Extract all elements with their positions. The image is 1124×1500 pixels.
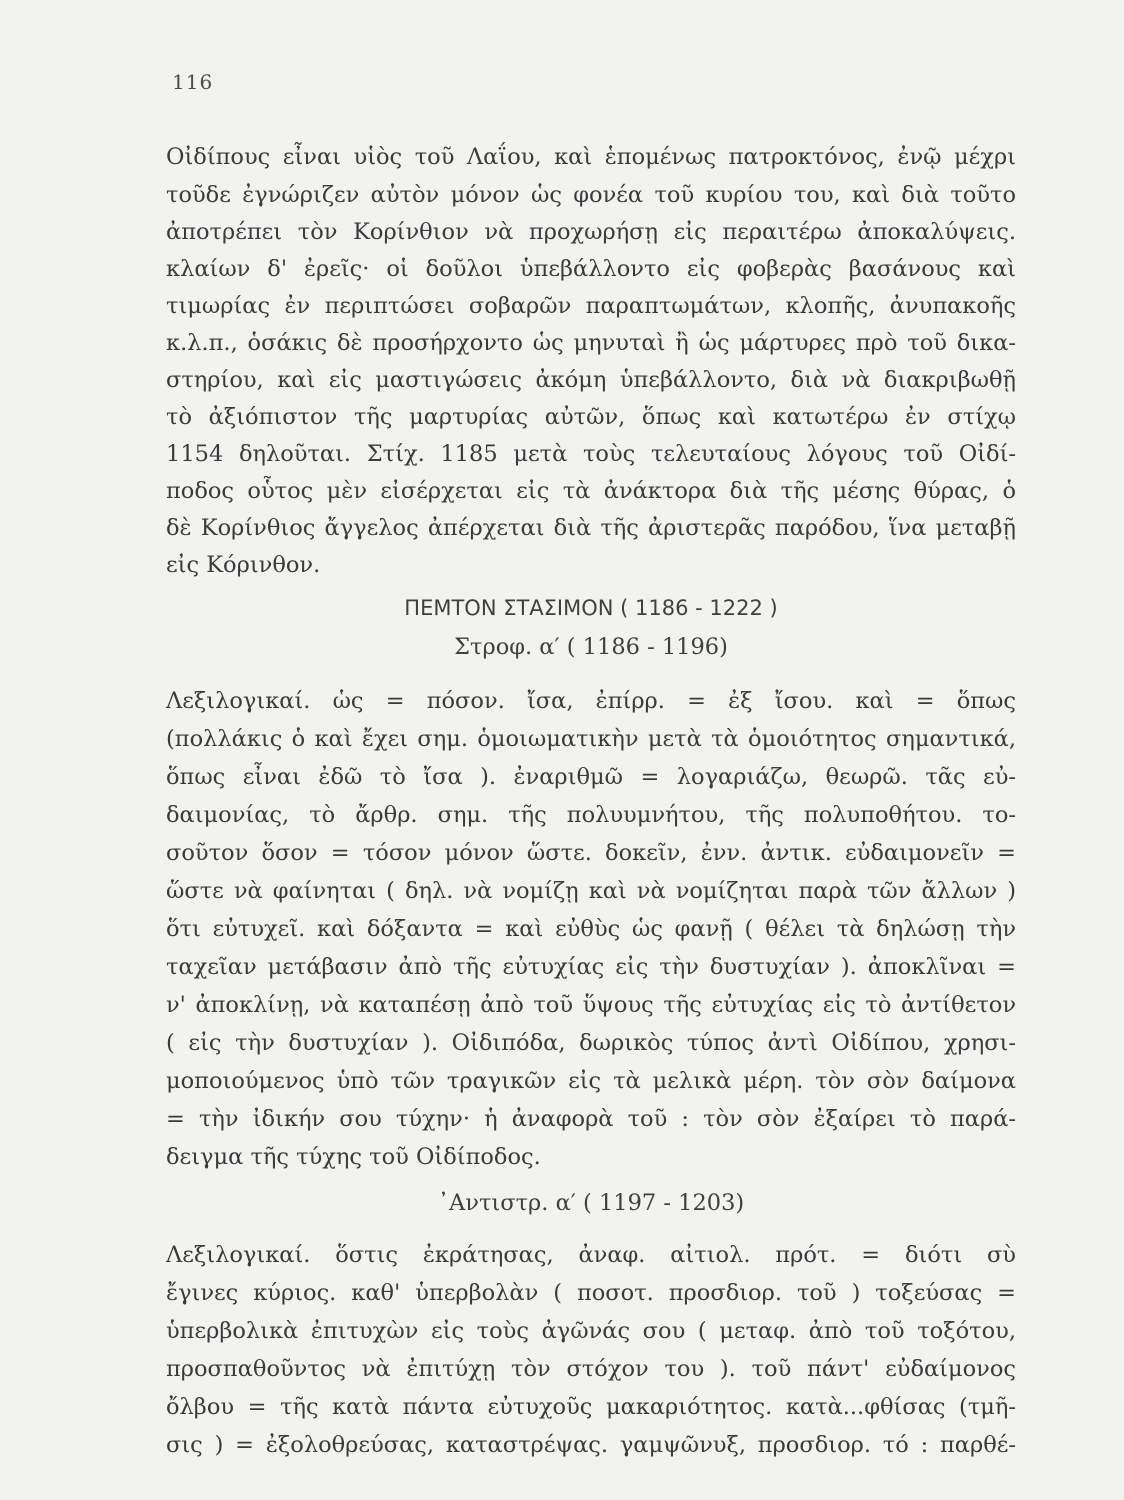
paragraph3-line-1: Λεξιλογικαί. ὅστις ἐκράτησας, ἀναφ. αἰτιολ. πρότ. = διότι σὺ bbox=[166, 1242, 1016, 1268]
paragraph1-line-3: ἀποτρέπει τὸν Κορίνθιον νὰ προχωρήσῃ εἰς περαιτέρω ἀποκαλύψεις. bbox=[166, 219, 1016, 245]
paragraph1-line-4: κλαίων δ' ἐρεῖς· οἱ δοῦλοι ὑπεβάλλοντο εἰς φοβερὰς βασάνους καὶ bbox=[166, 256, 1016, 282]
paragraph1-line-8: τὸ ἀξιόπιστον τῆς μαρτυρίας αὐτῶν, ὅπως καὶ κατωτέρω ἐν στίχῳ bbox=[166, 404, 1016, 430]
page-number: 116 bbox=[172, 70, 214, 94]
paragraph1-line-2: τοῦδε ἐγνώριζεν αὐτὸν μόνον ὡς φονέα τοῦ κυρίου του, καὶ διὰ τοῦτο bbox=[166, 182, 1016, 208]
paragraph1-line-12: εἰς Κόρινθον. bbox=[166, 552, 321, 578]
antistrophe-heading: ᾿Αντιστρ. α′ ( 1197 - 1203) bbox=[437, 1190, 745, 1216]
paragraph2-line-8: ταχεῖαν μετάβασιν ἀπὸ τῆς εὐτυχίας εἰς τὴν δυστυχίαν ). ἀποκλῖναι = bbox=[166, 954, 1016, 980]
paragraph2-line-9: ν' ἀποκλίνῃ, νὰ καταπέσῃ ἀπὸ τοῦ ὕψους τῆς εὐτυχίας εἰς τὸ ἀντίθετον bbox=[166, 992, 1016, 1018]
paragraph2-line-7: ὅτι εὐτυχεῖ. καὶ δόξαντα = καὶ εὐθὺς ὡς φανῇ ( θέλει τὰ δηλώσῃ τὴν bbox=[166, 916, 1016, 942]
paragraph2-line-10: ( εἰς τὴν δυστυχίαν ). Οἰδιπόδα, δωρικὸς τύπος ἀντὶ Οἰδίπου, χρησι- bbox=[166, 1030, 1016, 1056]
paragraph1-line-10: ποδος οὗτος μὲν εἰσέρχεται εἰς τὰ ἀνάκτορα διὰ τῆς μέσης θύρας, ὁ bbox=[166, 478, 1016, 504]
paragraph2-line-4: δαιμονίας, τὸ ἄρθρ. σημ. τῆς πολυυμνήτου, τῆς πολυποθήτου. το- bbox=[166, 802, 1016, 828]
paragraph2-line-3: ὅπως εἶναι ἐδῶ τὸ ἴσα ). ἐναριθμῶ = λογαριάζω, θεωρῶ. τᾶς εὐ- bbox=[166, 764, 1016, 790]
paragraph2-line-11: μοποιούμενος ὑπὸ τῶν τραγικῶν εἰς τὰ μελικὰ μέρη. τὸν σὸν δαίμονα bbox=[166, 1068, 1016, 1094]
paragraph2-line-6: ὥστε νὰ φαίνηται ( δηλ. νὰ νομίζῃ καὶ νὰ νομίζηται παρὰ τῶν ἄλλων ) bbox=[166, 878, 1016, 904]
paragraph3-line-4: προσπαθοῦντος νὰ ἐπιτύχῃ τὸν στόχον του ). τοῦ πάντ' εὐδαίμονος bbox=[166, 1356, 1016, 1382]
paragraph1-line-11: δὲ Κορίνθιος ἄγγελος ἀπέρχεται διὰ τῆς ἀριστερᾶς παρόδου, ἵνα μεταβῇ bbox=[166, 515, 1016, 541]
section-heading: ΠΕΜΤΟΝ ΣΤΑΣΙΜΟΝ ( 1186 - 1222 ) bbox=[404, 596, 778, 620]
paragraph1-line-5: τιμωρίας ἐν περιπτώσει σοβαρῶν παραπτωμάτων, κλοπῆς, ἀνυπακοῆς bbox=[166, 293, 1016, 319]
paragraph3-line-3: ὑπερβολικὰ ἐπιτυχὼν εἰς τοὺς ἀγῶνάς σου ( μεταφ. ἀπὸ τοῦ τοξότου, bbox=[166, 1318, 1016, 1344]
paragraph1-line-1: Οἰδίπους εἶναι υἱὸς τοῦ Λαΐου, καὶ ἑπομένως πατροκτόνος, ἐνῷ μέχρι bbox=[166, 144, 1016, 170]
paragraph1-line-7: στηρίου, καὶ εἰς μαστιγώσεις ἀκόμη ὑπεβάλλοντο, διὰ νὰ διακριβωθῇ bbox=[166, 367, 1016, 393]
paragraph2-line-12: = τὴν ἰδικήν σου τύχην· ἡ ἀναφορὰ τοῦ : τὸν σὸν ἐξαίρει τὸ παρά- bbox=[166, 1106, 1016, 1132]
paragraph2-line-5: σοῦτον ὅσον = τόσον μόνον ὥστε. δοκεῖν, ἐνν. ἀντικ. εὐδαιμονεῖν = bbox=[166, 840, 1016, 866]
paragraph2-line-1: Λεξιλογικαί. ὡς = πόσον. ἴσα, ἐπίρρ. = ἐξ ἴσου. καὶ = ὅπως bbox=[166, 688, 1016, 714]
paragraph2-line-13: δειγμα τῆς τύχης τοῦ Οἰδίποδος. bbox=[166, 1144, 541, 1170]
paragraph2-line-2: (πολλάκις ὁ καὶ ἔχει σημ. ὁμοιωματικὴν μετὰ τὰ ὁμοιότητος σημαντικά, bbox=[166, 726, 1016, 752]
paragraph3-line-2: ἔγινες κύριος. καθ' ὑπερβολὰν ( ποσοτ. προσδιορ. τοῦ ) τοξεύσας = bbox=[166, 1280, 1016, 1306]
paragraph3-line-5: ὄλβου = τῆς κατὰ πάντα εὐτυχοῦς μακαριότητος. κατὰ...φθίσας (τμῆ- bbox=[166, 1394, 1016, 1420]
paragraph1-line-9: 1154 δηλοῦται. Στίχ. 1185 μετὰ τοὺς τελευταίους λόγους τοῦ Οἰδί- bbox=[166, 441, 1016, 467]
paragraph1-line-6: κ.λ.π., ὁσάκις δὲ προσήρχοντο ὡς μηνυταὶ ἢ ὡς μάρτυρες πρὸ τοῦ δικα- bbox=[166, 330, 1016, 356]
paragraph3-line-6: σις ) = ἐξολοθρεύσας, καταστρέψας. γαμψῶνυξ, προσδιορ. τό : παρθέ- bbox=[166, 1432, 1016, 1458]
strophe-heading: Στροφ. α′ ( 1186 - 1196) bbox=[454, 634, 728, 660]
